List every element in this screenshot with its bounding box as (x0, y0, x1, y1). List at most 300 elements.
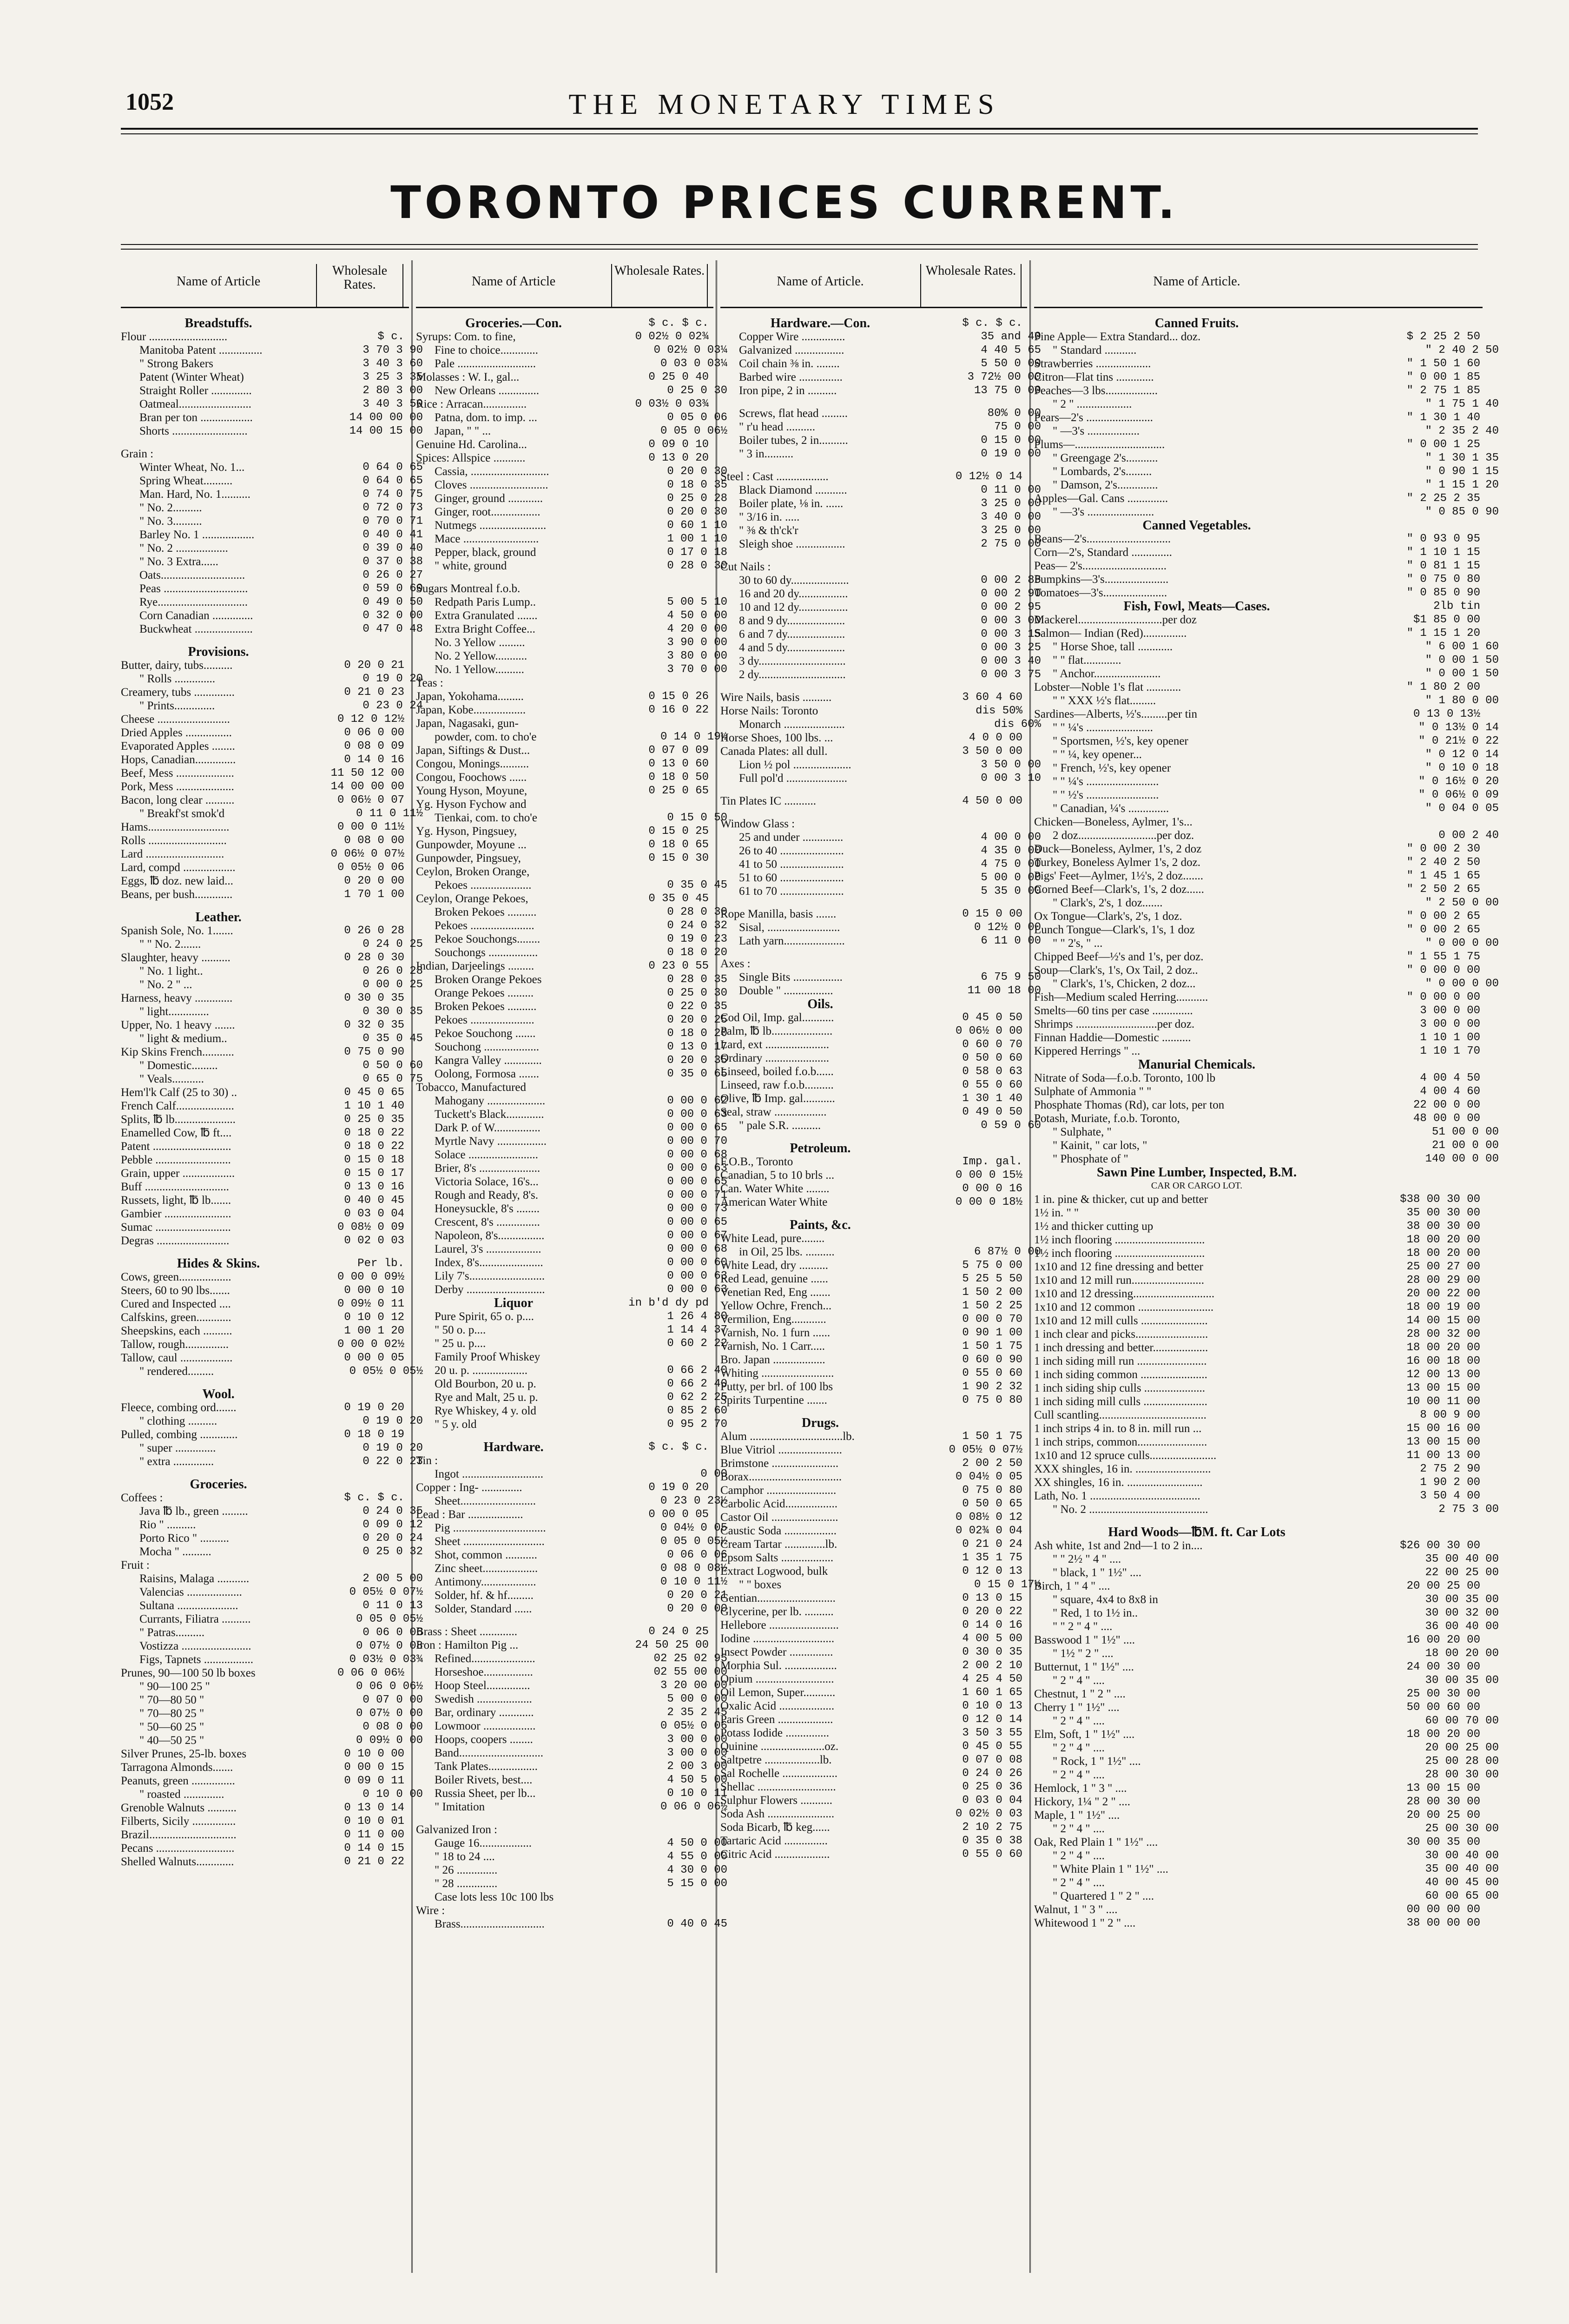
article-name: Spring Wheat.......... (139, 475, 233, 487)
article-name: Swedish ................... (435, 1693, 532, 1705)
title-rule-2 (121, 249, 1478, 250)
article-name: Ash white, 1st and 2nd—1 to 2 in.... (1034, 1539, 1203, 1552)
section-heading (416, 1296, 713, 1310)
price-row (121, 861, 409, 874)
wholesale-rate: 8 00 9 00 (1420, 1409, 1480, 1421)
price-row (1034, 1876, 1499, 1889)
price-row (1034, 1206, 1483, 1220)
section-title: Hides & Skins. (177, 1256, 260, 1271)
price-row (1034, 1579, 1483, 1593)
wholesale-rate: " 2 50 2 65 (1406, 883, 1480, 896)
price-row (1034, 1889, 1499, 1903)
wholesale-rate (1359, 815, 1480, 829)
article-name: Splits, ℔ lb..................... (121, 1113, 236, 1126)
article-name: 1 inch siding common ....................... (1034, 1368, 1207, 1381)
article-name: Salmon— Indian (Red)............... (1034, 627, 1187, 640)
wholesale-rate: 14 00 00 00 (349, 411, 423, 424)
price-row (121, 595, 423, 609)
price-row (121, 699, 423, 713)
article-name: Pumpkins—3's...................... (1034, 573, 1169, 586)
article-name: " 2 " 4 " .... (1053, 1715, 1105, 1727)
price-row (416, 1215, 727, 1229)
price-row (121, 1072, 423, 1086)
price-row (121, 1707, 423, 1720)
article-name: Victoria Solace, 16's... (435, 1175, 539, 1188)
article-name: Rye Whiskey, 4 y. old (435, 1405, 536, 1417)
wholesale-rate: 0 37 0 38 (363, 555, 423, 568)
price-row (121, 1059, 423, 1072)
wholesale-rate: 4 40 5 65 (981, 344, 1041, 357)
price-row (121, 1720, 423, 1734)
price-row (720, 817, 1027, 831)
wholesale-rate: 13 75 0 00 (974, 384, 1041, 397)
wholesale-rate: 0 08 0 00 (344, 834, 404, 847)
article-name: " light.............. (139, 1005, 209, 1018)
price-row (121, 1045, 409, 1059)
wholesale-rate: 3 25 0 00 (981, 497, 1041, 510)
wholesale-rate: 4 55 0 00 (667, 1850, 727, 1863)
wholesale-rate: 5 00 0 00 (667, 1693, 727, 1705)
article-name: 30 to 60 dy.................... (739, 574, 849, 587)
article-name: Copper : Ing- .............. (416, 1481, 522, 1494)
article-name: Cassia, ........................... (435, 465, 549, 478)
article-name: Broken Pekoes .......... (435, 906, 537, 918)
article-name: Molasses : W. I., gal... (416, 371, 520, 383)
article-name: Chipped Beef—½'s and 1's, per doz. (1034, 951, 1204, 963)
wholesale-rate: 0 49 0 50 (363, 596, 423, 608)
wholesale-rate: 0 00 0 63 (667, 1283, 727, 1296)
article-name: Grain, upper .................. (121, 1167, 235, 1180)
article-name: Oats............................. (139, 569, 245, 581)
spacer (416, 573, 713, 582)
article-name: powder, com. to cho'e (435, 731, 537, 743)
price-row (720, 654, 1041, 668)
spacer (720, 808, 1027, 817)
wholesale-rate: " 0 85 0 90 (1406, 587, 1480, 599)
wholesale-rate: 0 21 0 22 (344, 1855, 404, 1868)
wholesale-rate: 11 00 13 00 (1406, 1449, 1480, 1462)
wholesale-rate: 0 02½ 0 03¼ (653, 344, 727, 357)
price-row (1034, 384, 1483, 397)
wholesale-rate (611, 865, 709, 878)
price-row (720, 601, 1041, 614)
wholesale-rate: 0 15 0 18 (344, 1154, 404, 1166)
wholesale-rate: 80% 0 00 (987, 407, 1041, 420)
price-row (416, 1148, 727, 1162)
wholesale-rate: 14 00 15 00 (349, 425, 423, 437)
article-name: Tomatoes—3's...................... (1034, 587, 1167, 599)
article-name: " 2 " 4 " .... (1053, 1742, 1105, 1754)
price-row (416, 1877, 727, 1890)
spacer (720, 948, 1027, 957)
article-name: Tin Plates IC ........... (720, 795, 817, 807)
price-row (416, 865, 713, 878)
wholesale-rate: " 0 81 1 15 (1406, 560, 1480, 572)
wholesale-rate (1359, 1058, 1480, 1071)
wholesale-rate: 0 22 0 23 (363, 1455, 423, 1468)
wholesale-rate: 0 00 0 05 (344, 1352, 404, 1364)
wholesale-rate: 0 55 0 60 (962, 1848, 1022, 1861)
wholesale-rate: 0 13 0 20 (648, 452, 709, 464)
price-row (720, 483, 1041, 497)
price-row (416, 1121, 727, 1135)
price-row (121, 1558, 409, 1572)
article-name: Rope Manilla, basis ....... (720, 908, 837, 920)
price-row (121, 555, 423, 568)
price-row (720, 524, 1041, 537)
price-row (121, 1401, 409, 1414)
wholesale-rate: 0 13 0 14 (344, 1802, 404, 1814)
price-row (416, 1391, 727, 1404)
price-row (720, 858, 1041, 871)
article-name: Peanuts, green ............... (121, 1775, 235, 1787)
article-name: Double " ................. (739, 984, 833, 997)
wholesale-rate: 0 00 3 25 (981, 641, 1041, 654)
wholesale-rate (611, 1454, 709, 1467)
article-name: Sheepskins, each .......... (121, 1325, 232, 1337)
section-title: Paints, &c. (790, 1218, 851, 1232)
spacer (121, 1248, 409, 1257)
article-name: Pork, Mess .................... (121, 780, 234, 793)
price-row (1034, 856, 1483, 869)
wholesale-rate: 0 10 0 13 (962, 1700, 1022, 1712)
article-name: " Clark's, 1's, Chicken, 2 doz... (1053, 977, 1196, 990)
wholesale-rate: " 1 45 1 65 (1406, 870, 1480, 882)
wholesale-rate: " 0 00 0 00 (1406, 991, 1480, 1004)
wholesale-rate: 0 18 0 50 (648, 771, 709, 784)
price-row (1034, 1903, 1483, 1916)
wholesale-rate: 2lb tin (1433, 600, 1480, 613)
price-row (1034, 343, 1499, 357)
section-heading (720, 1142, 1027, 1155)
price-row (1034, 1435, 1483, 1449)
price-row (1034, 465, 1499, 478)
article-name: Vostizza ........................ (139, 1640, 251, 1652)
article-name: 1 in. pine & thicker, cut up and better (1034, 1193, 1208, 1206)
article-name: Pigs' Feet—Aylmer, 1½'s, 2 doz....... (1034, 870, 1204, 882)
article-name: " Kainit, " car lots, " (1053, 1139, 1147, 1152)
wholesale-rate: 3 00 0 00 (1420, 1018, 1480, 1030)
price-row (720, 1780, 1027, 1794)
wholesale-rate: $ c. $ c. (344, 1492, 404, 1504)
wholesale-rate: 0 00 0 63 (667, 1270, 727, 1282)
article-name: Pig ................................ (435, 1522, 546, 1534)
header-article-name: Name of Article. (1153, 274, 1240, 289)
wholesale-rate: 0 23 0 23½ (660, 1495, 727, 1507)
wholesale-rate: 0 08½ 0 09 (337, 1221, 404, 1234)
wholesale-rate: 1 10 1 70 (1420, 1045, 1480, 1057)
wholesale-rate: 0 06½ 0 07½ (330, 848, 404, 860)
wholesale-rate: 0 25 0 40 (648, 371, 709, 383)
article-name: Boiler Rivets, best.... (435, 1774, 533, 1786)
price-row (121, 1270, 409, 1284)
wholesale-rate: 3 72½ 00 00 (967, 371, 1041, 383)
spacer (416, 1616, 713, 1625)
article-name: Rye and Malt, 25 u. p. (435, 1391, 538, 1404)
wholesale-rate: 3 40 0 00 (981, 511, 1041, 523)
article-name: Upper, No. 1 heavy ....... (121, 1019, 235, 1031)
section-heading (1034, 1058, 1483, 1071)
wholesale-rate: " 0 00 1 25 (1406, 438, 1480, 451)
wholesale-rate: 0 12 0 12½ (337, 713, 404, 726)
wholesale-rate: 0 28 0 30 (667, 906, 727, 918)
wholesale-rate: 0 32 0 35 (344, 1019, 404, 1031)
price-row (121, 1491, 409, 1505)
price-row (720, 357, 1041, 370)
wholesale-rate: 0 05 0 05½ (356, 1613, 423, 1625)
article-name: White Lead, pure........ (720, 1232, 825, 1245)
article-name: Pale ........................... (435, 357, 536, 370)
price-row (416, 438, 713, 451)
price-row (720, 1092, 1027, 1105)
article-name: Peas— 2's............................. (1034, 560, 1167, 572)
wholesale-rate: 02 55 00 00 (653, 1666, 727, 1678)
price-row (1034, 1809, 1483, 1822)
price-row (1034, 492, 1483, 505)
wholesale-rate (1359, 1166, 1480, 1179)
price-row (121, 726, 409, 739)
column-divider (1029, 260, 1031, 2273)
wholesale-rate: 0 59 0 60 (363, 582, 423, 595)
wholesale-rate: 0 35 0 45 (363, 1032, 423, 1045)
wholesale-rate: 0 08½ 0 12 (955, 1511, 1022, 1524)
price-row (1034, 1139, 1499, 1152)
price-row (121, 1599, 423, 1612)
article-name: Spices: Allspice ........... (416, 452, 526, 464)
price-row (416, 946, 727, 959)
article-name: Tarragona Almonds....... (121, 1761, 233, 1774)
wholesale-rate: 0 50 0 60 (962, 1052, 1022, 1064)
article-name: Rio " .......... (139, 1519, 196, 1531)
wholesale-rate: 0 25 0 65 (648, 785, 709, 797)
wholesale-rate: 38 00 30 00 (1406, 1220, 1480, 1233)
price-row (1034, 788, 1499, 802)
article-name: Extract Logwood, bulk (720, 1565, 828, 1578)
price-row (720, 1484, 1027, 1497)
price-row (1034, 330, 1483, 343)
wholesale-rate: 0 02½ 0 02¾ (635, 330, 709, 343)
price-row (1034, 694, 1499, 707)
article-name: Butter, dairy, tubs.......... (121, 659, 233, 672)
column-divider (411, 260, 413, 2273)
price-row (121, 1351, 409, 1365)
price-row (1034, 586, 1483, 600)
price-row (720, 758, 1041, 772)
wholesale-rate: " 1 50 1 60 (1406, 357, 1480, 370)
price-table (121, 260, 1499, 2273)
price-row (1034, 721, 1499, 734)
article-name: Napoleon, 8's................ (435, 1229, 545, 1242)
article-name: American Water White (720, 1196, 828, 1208)
wholesale-rate: 0 40 0 41 (363, 528, 423, 541)
article-name: Porto Rico " .......... (139, 1532, 229, 1545)
price-row (121, 1297, 409, 1311)
price-row (416, 1377, 727, 1391)
article-name: Ingot ............................ (435, 1468, 544, 1480)
wholesale-rate: 0 00 2 40 (1438, 829, 1499, 842)
spacer (121, 438, 409, 447)
wholesale-rate: 0 20 0 35 (667, 1054, 727, 1067)
wholesale-rate: 0 00 0 68 (667, 1243, 727, 1255)
price-row (1034, 937, 1499, 950)
wholesale-rate: " 0 00 1 50 (1425, 654, 1499, 667)
article-name: Congou, Monings.......... (416, 758, 529, 770)
price-row (416, 492, 727, 505)
price-row (416, 636, 727, 649)
section-title: Hardware.—Con. (770, 316, 870, 330)
price-row (416, 1535, 727, 1548)
article-name: Oil Lemon, Super........... (720, 1686, 836, 1699)
price-row (720, 934, 1041, 948)
price-row (416, 730, 727, 744)
section-title: Canned Vegetables. (1142, 518, 1251, 533)
article-name: Insect Powder ............... (720, 1646, 833, 1658)
article-name: 1½ in. " " (1034, 1207, 1079, 1219)
article-name: Harness, heavy ............. (121, 992, 233, 1004)
wholesale-rate: 0 20 0 00 (344, 875, 404, 887)
wholesale-rate: 4 75 0 00 (981, 858, 1041, 871)
article-name: " ⅜ & th'ck'r (739, 524, 798, 537)
spacer (1034, 1516, 1483, 1525)
price-row (416, 370, 713, 384)
wholesale-rate: " 0 04 0 05 (1425, 802, 1499, 815)
article-name: Red Lead, genuine ...... (720, 1273, 828, 1285)
article-name: Tank Plates................. (435, 1760, 538, 1773)
wholesale-rate: 3 20 00 00 (660, 1679, 727, 1692)
price-row (1034, 950, 1483, 964)
price-row (720, 1245, 1041, 1259)
article-name: Sleigh shoe ................. (739, 538, 845, 550)
wholesale-rate: 60 00 65 00 (1425, 1890, 1499, 1902)
wholesale-rate: 1 00 1 20 (344, 1325, 404, 1337)
article-name: Young Hyson, Moyune, (416, 785, 527, 797)
wholesale-rate: 0 00 0 25 (363, 978, 423, 991)
price-row (416, 1094, 727, 1108)
article-name: Mahogany .................... (435, 1095, 546, 1107)
wholesale-rate: 0 06 0 06 (363, 1626, 423, 1639)
wholesale-rate: 0 28 0 30 (667, 560, 727, 572)
article-name: Fish—Medium scaled Herring........... (1034, 991, 1208, 1004)
wholesale-rate: 0 05 0 06½ (660, 425, 727, 437)
wholesale-rate: 0 04½ 0 05 (660, 1522, 727, 1534)
article-name: Steel : Cast .................. (720, 470, 829, 483)
article-name: Peas ............................. (139, 582, 248, 595)
article-name: Valencias ................... (139, 1586, 242, 1598)
article-name: Hemlock, 1 " 3 " .... (1034, 1782, 1127, 1795)
wholesale-rate: $1 85 0 00 (1413, 614, 1480, 626)
wholesale-rate: 0 59 0 60 (981, 1119, 1041, 1132)
article-name: Family Proof Whiskey (435, 1351, 541, 1363)
wholesale-rate: 5 25 5 50 (962, 1273, 1022, 1285)
spacer (720, 397, 1027, 407)
article-name: Citric Acid ................... (720, 1848, 830, 1861)
price-row (1034, 1327, 1483, 1341)
article-name: Lobster—Noble 1's flat ............ (1034, 681, 1181, 693)
article-name: " Breakf'st smok'd (139, 807, 225, 820)
price-row (720, 447, 1041, 461)
price-row (121, 1842, 409, 1855)
wholesale-rate: 0 66 2 40 (667, 1364, 727, 1377)
article-name: " French, ½'s, key opener (1053, 762, 1171, 774)
price-row (720, 1367, 1027, 1380)
price-row (416, 959, 713, 973)
article-name: " 28 .............. (435, 1877, 498, 1890)
wholesale-rate (1359, 317, 1480, 330)
price-row (416, 717, 713, 730)
wholesale-rate: 0 25 0 32 (363, 1545, 423, 1558)
article-name: Sulphate of Ammonia " " (1034, 1085, 1152, 1098)
price-row (121, 424, 423, 438)
price-row (416, 1108, 727, 1121)
price-row (416, 1746, 727, 1760)
wholesale-rate: 5 00 0 00 (981, 872, 1041, 884)
article-name: Borax................................ (720, 1471, 842, 1483)
price-row (720, 1299, 1027, 1313)
article-name: " Quartered 1 " 2 " .... (1053, 1890, 1154, 1902)
price-row (720, 1024, 1027, 1038)
price-row (720, 1380, 1027, 1393)
price-row (1034, 1381, 1483, 1395)
article-name: No. 2 Yellow........... (435, 650, 527, 662)
price-row (720, 434, 1041, 447)
article-name: Iron pipe, 2 in .......... (739, 384, 837, 397)
article-name: Single Bits ................. (739, 971, 843, 984)
article-name: Carbolic Acid.................. (720, 1498, 838, 1510)
price-row (720, 1353, 1027, 1367)
wholesale-rate: 25 00 30 00 (1406, 1688, 1480, 1700)
price-row (720, 1457, 1027, 1470)
article-name: Axes : (720, 957, 751, 970)
price-row (1034, 1741, 1499, 1755)
article-name: Phosphate Thomas (Rd), car lots, per ton (1034, 1099, 1225, 1111)
wholesale-rate: 30 00 40 00 (1425, 1849, 1499, 1862)
price-row (1034, 1489, 1483, 1503)
wholesale-rate: 0 28 0 30 (344, 951, 404, 964)
price-row (1034, 761, 1499, 775)
price-row (121, 501, 423, 515)
wholesale-rate (316, 645, 404, 659)
wholesale-rate: 0 10 0 00 (363, 1788, 423, 1801)
price-row (121, 1414, 423, 1428)
price-row (121, 1747, 409, 1761)
price-row (1034, 1341, 1483, 1354)
price-row (720, 731, 1027, 745)
article-name: Vermilion, Eng............ (720, 1313, 826, 1326)
price-row (1034, 1301, 1483, 1314)
price-row (1034, 977, 1499, 990)
article-name: Pecans ........................... (121, 1842, 235, 1855)
article-name: Turkey, Boneless Aylmer 1's, 2 doz. (1034, 856, 1200, 869)
price-row (121, 847, 409, 861)
article-name: Tuckett's Black............. (435, 1108, 544, 1121)
price-row (720, 885, 1041, 898)
article-name: Shrimps ............................per doz. (1034, 1018, 1195, 1030)
price-row (1034, 1822, 1499, 1835)
price-row (720, 1632, 1027, 1645)
price-row (121, 1761, 409, 1774)
price-row (1034, 896, 1499, 910)
column-4 (1034, 260, 1499, 2273)
article-name: Patent ........................... (121, 1140, 231, 1153)
article-name: Winter Wheat, No. 1... (139, 461, 245, 474)
wholesale-rate: 51 00 0 00 (1431, 1126, 1499, 1138)
article-name: Castor Oil ....................... (720, 1511, 838, 1524)
price-row (121, 582, 423, 595)
article-name: Japan, " " ... (435, 425, 491, 437)
wholesale-rate: 0 00 0 63 (667, 1108, 727, 1121)
masthead-rule (121, 128, 1478, 130)
wholesale-rate: " 2 40 2 50 (1425, 344, 1499, 357)
